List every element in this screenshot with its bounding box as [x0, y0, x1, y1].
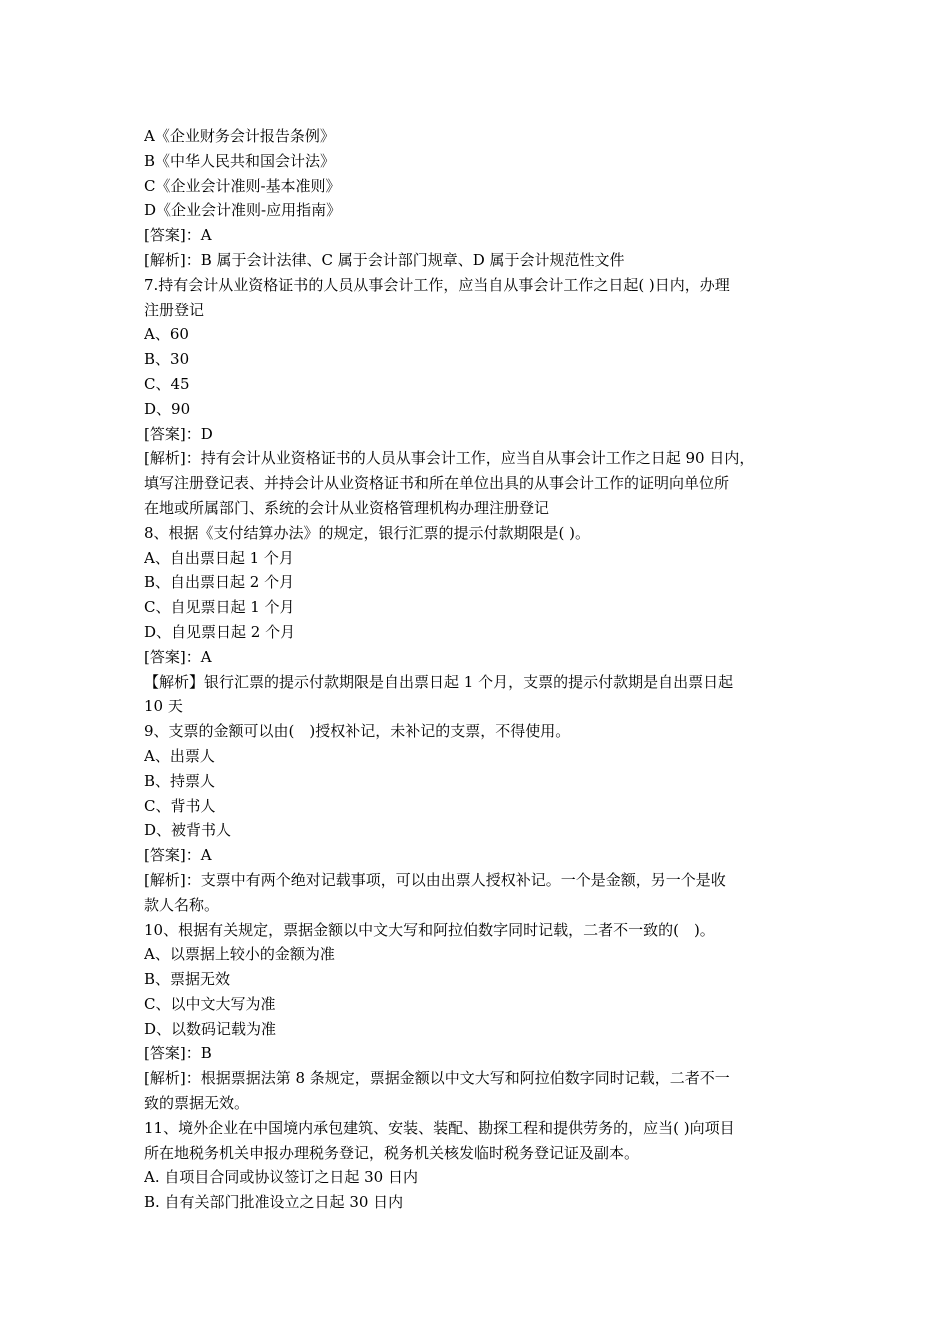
text-line: [答案]：D: [144, 424, 213, 443]
text-line: 注册登记: [144, 300, 205, 319]
text-line: 10 天: [144, 697, 183, 716]
text-line: B. 自有关部门批准设立之日起 30 日内: [144, 1193, 404, 1212]
text-line: [答案]：A: [144, 647, 212, 666]
text-line: 【解析】银行汇票的提示付款期限是自出票日起 1 个月，支票的提示付款期是自出票日起: [144, 672, 734, 691]
text-line: D《企业会计准则-应用指南》: [144, 201, 342, 220]
text-line: [解析]：B 属于会计法律、C 属于会计部门规章、D 属于会计规范性文件: [144, 250, 625, 269]
text-line: D、被背书人: [144, 821, 232, 840]
text-line: B、持票人: [144, 771, 216, 790]
text-line: 填写注册登记表、并持会计从业资格证书和所在单位出具的从事会计工作的证明向单位所: [144, 474, 730, 493]
text-line: 10、根据有关规定，票据金额以中文大写和阿拉伯数字同时记载，二者不一致的( )。: [144, 920, 715, 939]
text-line: D、90: [144, 399, 191, 418]
text-line: A、自出票日起 1 个月: [144, 548, 294, 567]
text-line: B、票据无效: [144, 970, 231, 989]
text-line: C、自见票日起 1 个月: [144, 598, 295, 617]
text-line: B《中华人民共和国会计法》: [144, 151, 336, 170]
text-line: A《企业财务会计报告条例》: [144, 127, 335, 145]
text-line: A、60: [144, 325, 189, 344]
text-line: 致的票据无效。: [144, 1094, 250, 1113]
text-line: 11、境外企业在中国境内承包建筑、安装、装配、勘探工程和提供劳务的，应当( )向项目: [144, 1118, 735, 1137]
text-line: C、以中文大写为准: [144, 994, 276, 1013]
text-line: [答案]：A: [144, 846, 212, 865]
text-line: A、以票据上较小的金额为准: [144, 945, 335, 964]
text-line: 在地或所属部门、系统的会计从业资格管理机构办理注册登记: [144, 498, 550, 517]
text-line: [答案]：B: [144, 1044, 212, 1063]
text-line: A. 自项目合同或协议签订之日起 30 日内: [144, 1168, 418, 1187]
text-line: 7.持有会计从业资格证书的人员从事会计工作，应当自从事会计工作之日起( )日内，办理: [144, 275, 730, 294]
text-line: 8、根据《支付结算办法》的规定，银行汇票的提示付款期限是( )。: [144, 523, 591, 542]
text-line: C《企业会计准则-基本准则》: [144, 176, 341, 195]
text-line: [解析]：支票中有两个绝对记载事项，可以由出票人授权补记。一个是金额，另一个是收: [144, 870, 726, 889]
text-line: B、30: [144, 350, 190, 369]
document-page: [144, 124, 824, 1215]
text-line: B、自出票日起 2 个月: [144, 573, 295, 592]
text-line: 款人名称。: [144, 895, 220, 914]
text-line: C、背书人: [144, 796, 216, 815]
text-line: D、以数码记载为准: [144, 1019, 277, 1038]
text-line: 9、支票的金额可以由( )授权补记，未补记的支票，不得使用。: [144, 722, 571, 741]
text-line: 所在地税务机关申报办理税务登记，税务机关核发临时税务登记证及副本。: [144, 1143, 640, 1162]
text-line: [答案]：A: [144, 226, 212, 245]
text-line: [解析]：持有会计从业资格证书的人员从事会计工作，应当自从事会计工作之日起 90 日内，: [144, 449, 755, 468]
text-line: [解析]：根据票据法第 8 条规定，票据金额以中文大写和阿拉伯数字同时记载，二者不一: [144, 1069, 730, 1088]
text-line: A、出票人: [144, 746, 215, 765]
text-line: D、自见票日起 2 个月: [144, 622, 296, 641]
text-line: C、45: [144, 374, 190, 393]
